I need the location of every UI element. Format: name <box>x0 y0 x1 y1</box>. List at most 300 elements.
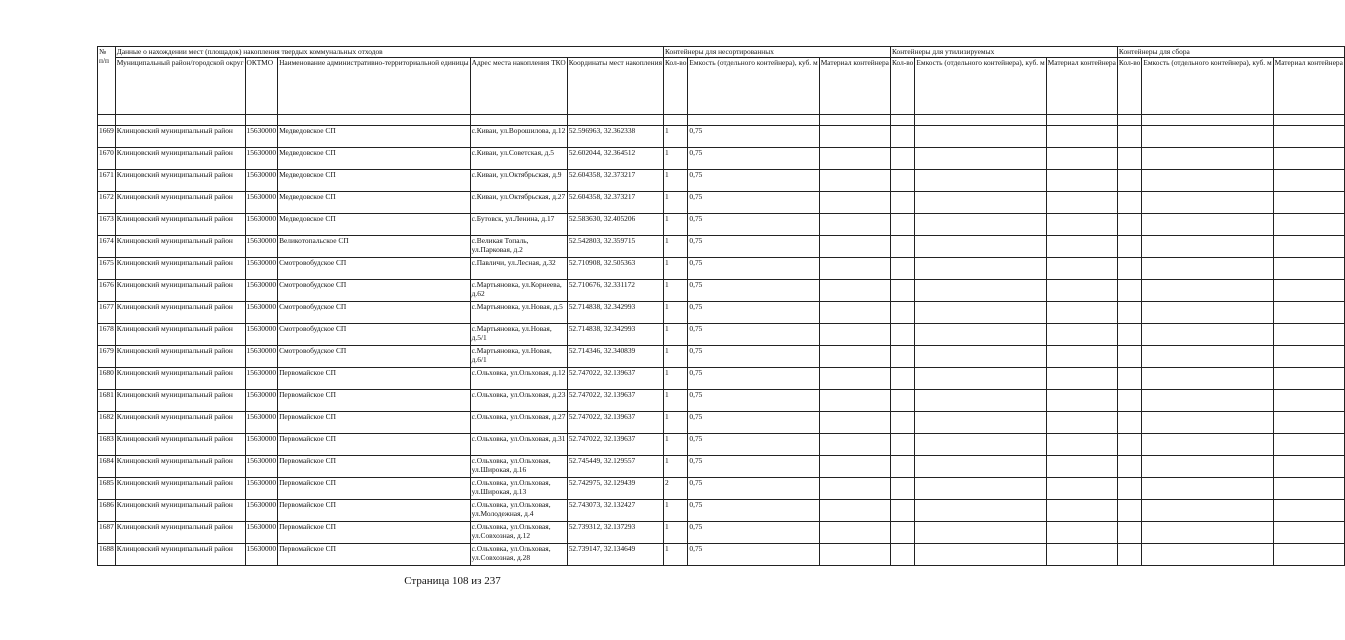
empty-cell <box>1273 456 1344 478</box>
coordinates-cell: 52.747022, 32.139637 <box>567 390 663 412</box>
empty-cell <box>819 170 890 192</box>
table-row <box>98 302 1345 324</box>
container-volume-cell: 0,75 <box>688 236 819 258</box>
row-number-cell: 1671 <box>98 170 116 192</box>
empty-cell <box>1117 456 1141 478</box>
empty-cell <box>1273 500 1344 522</box>
empty-cell <box>1142 412 1273 434</box>
address-cell: с.Киваи, ул.Октябрьская, д.27 <box>470 192 567 214</box>
oktmo-cell: 15630000 <box>245 302 278 324</box>
container-volume-cell: 0,75 <box>688 192 819 214</box>
table-row <box>98 192 1345 214</box>
empty-cell <box>1046 434 1117 456</box>
empty-cell <box>1046 280 1117 302</box>
empty-cell <box>915 500 1046 522</box>
row-number-cell: 1669 <box>98 126 116 148</box>
address-cell: с.Ольховка, ул.Ольховая, д.12 <box>470 368 567 390</box>
empty-cell <box>915 346 1046 368</box>
empty-cell <box>890 214 914 236</box>
page-number: Страница 108 из 237 <box>404 575 501 587</box>
oktmo-cell: 15630000 <box>245 148 278 170</box>
coordinates-cell: 52.583630, 32.405206 <box>567 214 663 236</box>
container-volume-cell: 0,75 <box>688 148 819 170</box>
municipality-cell: Клинцовский муниципальный район <box>115 368 245 390</box>
empty-cell <box>1117 126 1141 148</box>
municipality-cell: Клинцовский муниципальный район <box>115 148 245 170</box>
empty-cell <box>915 478 1046 500</box>
oktmo-cell: 15630000 <box>245 324 278 346</box>
row-number-cell: 1683 <box>98 434 116 456</box>
empty-cell <box>890 434 914 456</box>
row-number-cell: 1687 <box>98 522 116 544</box>
address-cell: с.Киваи, ул.Ворошилова, д.12 <box>470 126 567 148</box>
oktmo-cell: 15630000 <box>245 170 278 192</box>
empty-cell <box>819 280 890 302</box>
table-row <box>98 390 1345 412</box>
admin-unit-cell: Первомайское СП <box>278 544 471 566</box>
address-cell: с.Ольховка, ул.Ольховая, ул.Совхозная, д.12 <box>470 522 567 544</box>
empty-cell <box>890 148 914 170</box>
table-row <box>98 368 1345 390</box>
address-cell: с.Мартьяновка, ул.Новая, д.5 <box>470 302 567 324</box>
address-cell: с.Мартьяновка, ул.Новая, д.5/1 <box>470 324 567 346</box>
empty-cell <box>1273 170 1344 192</box>
oktmo-cell: 15630000 <box>245 412 278 434</box>
empty-cell <box>1046 170 1117 192</box>
admin-unit-cell: Первомайское СП <box>278 522 471 544</box>
container-count-cell: 1 <box>663 170 687 192</box>
municipality-cell: Клинцовский муниципальный район <box>115 412 245 434</box>
row-number-cell: 1682 <box>98 412 116 434</box>
row-number-cell: 1672 <box>98 192 116 214</box>
container-volume-cell: 0,75 <box>688 522 819 544</box>
table-row <box>98 126 1345 148</box>
empty-cell <box>915 280 1046 302</box>
empty-cell <box>1046 544 1117 566</box>
header-material: Материал контейнера <box>819 58 890 115</box>
admin-unit-cell: Первомайское СП <box>278 390 471 412</box>
empty-cell <box>890 324 914 346</box>
empty-cell <box>1142 368 1273 390</box>
empty-cell <box>1273 412 1344 434</box>
oktmo-cell: 15630000 <box>245 258 278 280</box>
admin-unit-cell: Медведовское СП <box>278 170 471 192</box>
container-volume-cell: 0,75 <box>688 214 819 236</box>
empty-cell <box>1046 148 1117 170</box>
empty-cell <box>819 236 890 258</box>
empty-cell <box>1142 170 1273 192</box>
coordinates-cell: 52.542803, 32.359715 <box>567 236 663 258</box>
table-row <box>98 148 1345 170</box>
empty-cell <box>1117 544 1141 566</box>
container-volume-cell: 0,75 <box>688 346 819 368</box>
municipality-cell: Клинцовский муниципальный район <box>115 390 245 412</box>
empty-cell <box>915 236 1046 258</box>
oktmo-cell: 15630000 <box>245 236 278 258</box>
empty-cell <box>1046 500 1117 522</box>
empty-cell <box>890 390 914 412</box>
coordinates-cell: 52.604358, 32.373217 <box>567 170 663 192</box>
empty-cell <box>1142 500 1273 522</box>
header-address: Адрес места накопления ТКО <box>470 58 567 115</box>
address-cell: с.Ольховка, ул.Ольховая, д.31 <box>470 434 567 456</box>
empty-cell <box>1046 522 1117 544</box>
empty-cell <box>1142 148 1273 170</box>
registry-table <box>97 46 1345 566</box>
header-coords: Координаты мест накопления <box>567 58 663 115</box>
empty-cell <box>819 390 890 412</box>
empty-cell <box>1117 170 1141 192</box>
coordinates-cell: 52.714838, 32.342993 <box>567 324 663 346</box>
empty-cell <box>1142 236 1273 258</box>
address-cell: с.Бутовск, ул.Ленина, д.17 <box>470 214 567 236</box>
table-row <box>98 280 1345 302</box>
empty-cell <box>819 126 890 148</box>
table-row <box>98 236 1345 258</box>
municipality-cell: Клинцовский муниципальный район <box>115 192 245 214</box>
empty-cell <box>1142 280 1273 302</box>
empty-cell <box>915 456 1046 478</box>
empty-cell <box>1117 192 1141 214</box>
oktmo-cell: 15630000 <box>245 456 278 478</box>
municipality-cell: Клинцовский муниципальный район <box>115 126 245 148</box>
container-count-cell: 1 <box>663 500 687 522</box>
admin-unit-cell: Медведовское СП <box>278 214 471 236</box>
container-volume-cell: 0,75 <box>688 258 819 280</box>
admin-unit-cell: Первомайское СП <box>278 456 471 478</box>
empty-cell <box>915 368 1046 390</box>
empty-cell <box>915 390 1046 412</box>
municipality-cell: Клинцовский муниципальный район <box>115 456 245 478</box>
container-count-cell: 1 <box>663 148 687 170</box>
empty-cell <box>890 170 914 192</box>
table-row <box>98 456 1345 478</box>
empty-cell <box>1273 346 1344 368</box>
empty-cell <box>1273 148 1344 170</box>
table-row <box>98 412 1345 434</box>
row-number-cell: 1675 <box>98 258 116 280</box>
oktmo-cell: 15630000 <box>245 522 278 544</box>
container-count-cell: 1 <box>663 302 687 324</box>
empty-cell <box>915 544 1046 566</box>
row-number-cell: 1684 <box>98 456 116 478</box>
empty-cell <box>1046 214 1117 236</box>
coordinates-cell: 52.602044, 32.364512 <box>567 148 663 170</box>
empty-cell <box>1273 302 1344 324</box>
empty-cell <box>890 236 914 258</box>
registry-sheet <box>97 46 1345 566</box>
empty-cell <box>890 544 914 566</box>
table-row <box>98 522 1345 544</box>
row-number-cell: 1681 <box>98 390 116 412</box>
address-cell: с.Мартьяновка, ул.Корнеева, д.62 <box>470 280 567 302</box>
empty-cell <box>1046 412 1117 434</box>
row-number-cell: 1688 <box>98 544 116 566</box>
admin-unit-cell: Великотопальское СП <box>278 236 471 258</box>
empty-cell <box>890 478 914 500</box>
empty-cell <box>819 434 890 456</box>
address-cell: с.Ольховка, ул.Ольховая, д.23 <box>470 390 567 412</box>
admin-unit-cell: Первомайское СП <box>278 434 471 456</box>
empty-cell <box>1117 324 1141 346</box>
header-oktmo: ОКТМО <box>245 58 278 115</box>
empty-cell <box>1273 324 1344 346</box>
empty-cell <box>819 192 890 214</box>
table-row <box>98 434 1345 456</box>
header-volume: Емкость (отдельного контейнера), куб. м <box>688 58 819 115</box>
row-number-cell: 1686 <box>98 500 116 522</box>
empty-cell <box>819 478 890 500</box>
empty-cell <box>890 412 914 434</box>
empty-cell <box>1142 258 1273 280</box>
coordinates-cell: 52.710676, 32.331172 <box>567 280 663 302</box>
municipality-cell: Клинцовский муниципальный район <box>115 478 245 500</box>
empty-cell <box>1046 236 1117 258</box>
coordinates-cell: 52.710908, 32.505363 <box>567 258 663 280</box>
table-row <box>98 170 1345 192</box>
empty-cell <box>1046 346 1117 368</box>
empty-cell <box>1117 280 1141 302</box>
municipality-cell: Клинцовский муниципальный район <box>115 544 245 566</box>
container-volume-cell: 0,75 <box>688 434 819 456</box>
oktmo-cell: 15630000 <box>245 346 278 368</box>
row-number-cell: 1685 <box>98 478 116 500</box>
oktmo-cell: 15630000 <box>245 368 278 390</box>
municipality-cell: Клинцовский муниципальный район <box>115 236 245 258</box>
coordinates-cell: 52.604358, 32.373217 <box>567 192 663 214</box>
container-count-cell: 1 <box>663 214 687 236</box>
row-number-cell: 1677 <box>98 302 116 324</box>
container-count-cell: 1 <box>663 280 687 302</box>
municipality-cell: Клинцовский муниципальный район <box>115 258 245 280</box>
empty-cell <box>915 192 1046 214</box>
municipality-cell: Клинцовский муниципальный район <box>115 346 245 368</box>
empty-cell <box>1117 368 1141 390</box>
header-num: № п/п <box>98 47 116 115</box>
container-volume-cell: 0,75 <box>688 368 819 390</box>
table-row <box>98 324 1345 346</box>
container-count-cell: 1 <box>663 258 687 280</box>
admin-unit-cell: Медведовское СП <box>278 192 471 214</box>
admin-unit-cell: Смотровобудское СП <box>278 258 471 280</box>
empty-cell <box>1273 544 1344 566</box>
address-cell: с.Киваи, ул.Октябрьская, д.9 <box>470 170 567 192</box>
table-row <box>98 478 1345 500</box>
empty-cell <box>915 126 1046 148</box>
empty-cell <box>1117 236 1141 258</box>
oktmo-cell: 15630000 <box>245 434 278 456</box>
table-row <box>98 544 1345 566</box>
empty-cell <box>1273 368 1344 390</box>
container-volume-cell: 0,75 <box>688 390 819 412</box>
header-material: Материал контейнера <box>1273 58 1344 115</box>
empty-cell <box>1273 126 1344 148</box>
header-volume: Емкость (отдельного контейнера), куб. м <box>915 58 1046 115</box>
empty-cell <box>1046 192 1117 214</box>
empty-cell <box>1046 390 1117 412</box>
empty-cell <box>1117 302 1141 324</box>
container-count-cell: 1 <box>663 390 687 412</box>
municipality-cell: Клинцовский муниципальный район <box>115 434 245 456</box>
admin-unit-cell: Смотровобудское СП <box>278 302 471 324</box>
admin-unit-cell: Первомайское СП <box>278 500 471 522</box>
address-cell: с.Мартьяновка, ул.Новая, д.6/1 <box>470 346 567 368</box>
header-row-groups <box>98 47 1345 58</box>
container-count-cell: 1 <box>663 434 687 456</box>
empty-cell <box>915 214 1046 236</box>
row-number-cell: 1680 <box>98 368 116 390</box>
empty-cell <box>1142 456 1273 478</box>
empty-cell <box>915 302 1046 324</box>
header-count: Кол-во <box>890 58 914 115</box>
address-cell: с.Киваи, ул.Советская, д.5 <box>470 148 567 170</box>
header-count: Кол-во <box>1117 58 1141 115</box>
empty-cell <box>915 522 1046 544</box>
empty-cell <box>1142 192 1273 214</box>
empty-cell <box>819 544 890 566</box>
empty-cell <box>1117 522 1141 544</box>
oktmo-cell: 15630000 <box>245 192 278 214</box>
container-volume-cell: 0,75 <box>688 302 819 324</box>
empty-cell <box>1117 500 1141 522</box>
header-row-columns <box>98 58 1345 115</box>
oktmo-cell: 15630000 <box>245 280 278 302</box>
coordinates-cell: 52.739147, 32.134649 <box>567 544 663 566</box>
empty-cell <box>1273 214 1344 236</box>
header-municipality: Муниципальный район/городской округ <box>115 58 245 115</box>
admin-unit-cell: Первомайское СП <box>278 478 471 500</box>
empty-cell <box>1046 324 1117 346</box>
address-cell: с.Ольховка, ул.Ольховая, ул.Широкая, д.16 <box>470 456 567 478</box>
empty-cell <box>819 148 890 170</box>
coordinates-cell: 52.742975, 32.129439 <box>567 478 663 500</box>
container-volume-cell: 0,75 <box>688 170 819 192</box>
container-volume-cell: 0,75 <box>688 544 819 566</box>
empty-cell <box>1142 214 1273 236</box>
empty-cell <box>890 368 914 390</box>
container-count-cell: 1 <box>663 368 687 390</box>
header-group-unsorted: Контейнеры для несортированных <box>663 47 890 58</box>
empty-cell <box>819 302 890 324</box>
empty-cell <box>915 258 1046 280</box>
row-number-cell: 1674 <box>98 236 116 258</box>
empty-cell <box>1273 192 1344 214</box>
empty-cell <box>1142 390 1273 412</box>
empty-cell <box>890 500 914 522</box>
empty-cell <box>819 214 890 236</box>
empty-cell <box>890 346 914 368</box>
address-cell: с.Ольховка, ул.Ольховая, ул.Широкая, д.13 <box>470 478 567 500</box>
empty-cell <box>915 434 1046 456</box>
empty-cell <box>1273 258 1344 280</box>
coordinates-cell: 52.714838, 32.342993 <box>567 302 663 324</box>
empty-cell <box>1273 434 1344 456</box>
empty-cell <box>890 456 914 478</box>
empty-cell <box>819 500 890 522</box>
admin-unit-cell: Медведовское СП <box>278 148 471 170</box>
address-cell: с.Павличи, ул.Лесная, д.32 <box>470 258 567 280</box>
row-number-cell: 1676 <box>98 280 116 302</box>
table-row <box>98 258 1345 280</box>
empty-cell <box>1273 390 1344 412</box>
coordinates-cell: 52.747022, 32.139637 <box>567 434 663 456</box>
empty-cell <box>1142 522 1273 544</box>
empty-cell <box>890 302 914 324</box>
empty-cell <box>819 522 890 544</box>
coordinates-cell: 52.747022, 32.139637 <box>567 412 663 434</box>
admin-unit-cell: Первомайское СП <box>278 412 471 434</box>
row-number-cell: 1678 <box>98 324 116 346</box>
admin-unit-cell: Первомайское СП <box>278 368 471 390</box>
empty-cell <box>1046 302 1117 324</box>
container-volume-cell: 0,75 <box>688 412 819 434</box>
empty-cell <box>1142 302 1273 324</box>
municipality-cell: Клинцовский муниципальный район <box>115 324 245 346</box>
container-volume-cell: 0,75 <box>688 280 819 302</box>
container-count-cell: 1 <box>663 412 687 434</box>
address-cell: с.Великая Топаль, ул.Парковая, д.2 <box>470 236 567 258</box>
empty-cell <box>1142 478 1273 500</box>
empty-cell <box>1046 126 1117 148</box>
empty-cell <box>915 324 1046 346</box>
coordinates-cell: 52.714346, 32.340839 <box>567 346 663 368</box>
empty-cell <box>1273 522 1344 544</box>
empty-cell <box>819 324 890 346</box>
table-row <box>98 214 1345 236</box>
empty-cell <box>819 368 890 390</box>
empty-cell <box>1142 434 1273 456</box>
empty-cell <box>1273 236 1344 258</box>
municipality-cell: Клинцовский муниципальный район <box>115 170 245 192</box>
admin-unit-cell: Смотровобудское СП <box>278 280 471 302</box>
container-count-cell: 1 <box>663 544 687 566</box>
empty-cell <box>1117 434 1141 456</box>
empty-cell <box>890 192 914 214</box>
empty-cell <box>1117 412 1141 434</box>
empty-cell <box>1142 544 1273 566</box>
empty-cell <box>1117 258 1141 280</box>
admin-unit-cell: Смотровобудское СП <box>278 324 471 346</box>
container-volume-cell: 0,75 <box>688 324 819 346</box>
oktmo-cell: 15630000 <box>245 478 278 500</box>
oktmo-cell: 15630000 <box>245 500 278 522</box>
empty-cell <box>1273 280 1344 302</box>
empty-cell <box>1142 324 1273 346</box>
address-cell: с.Ольховка, ул.Ольховая, д.27 <box>470 412 567 434</box>
empty-cell <box>1117 346 1141 368</box>
empty-cell <box>915 170 1046 192</box>
header-group-collect: Контейнеры для сбора <box>1117 47 1344 58</box>
container-count-cell: 1 <box>663 522 687 544</box>
empty-cell <box>1046 456 1117 478</box>
admin-unit-cell: Медведовское СП <box>278 126 471 148</box>
empty-cell <box>1117 148 1141 170</box>
empty-cell <box>1117 214 1141 236</box>
empty-cell <box>1046 258 1117 280</box>
container-volume-cell: 0,75 <box>688 456 819 478</box>
row-number-cell: 1679 <box>98 346 116 368</box>
container-volume-cell: 0,75 <box>688 500 819 522</box>
empty-cell <box>1046 368 1117 390</box>
header-count: Кол-во <box>663 58 687 115</box>
header-group-recycle: Контейнеры для утилизируемых <box>890 47 1117 58</box>
empty-cell <box>915 412 1046 434</box>
coordinates-cell: 52.747022, 32.139637 <box>567 368 663 390</box>
municipality-cell: Клинцовский муниципальный район <box>115 302 245 324</box>
oktmo-cell: 15630000 <box>245 214 278 236</box>
coordinates-cell: 52.739312, 32.137293 <box>567 522 663 544</box>
empty-cell <box>915 148 1046 170</box>
